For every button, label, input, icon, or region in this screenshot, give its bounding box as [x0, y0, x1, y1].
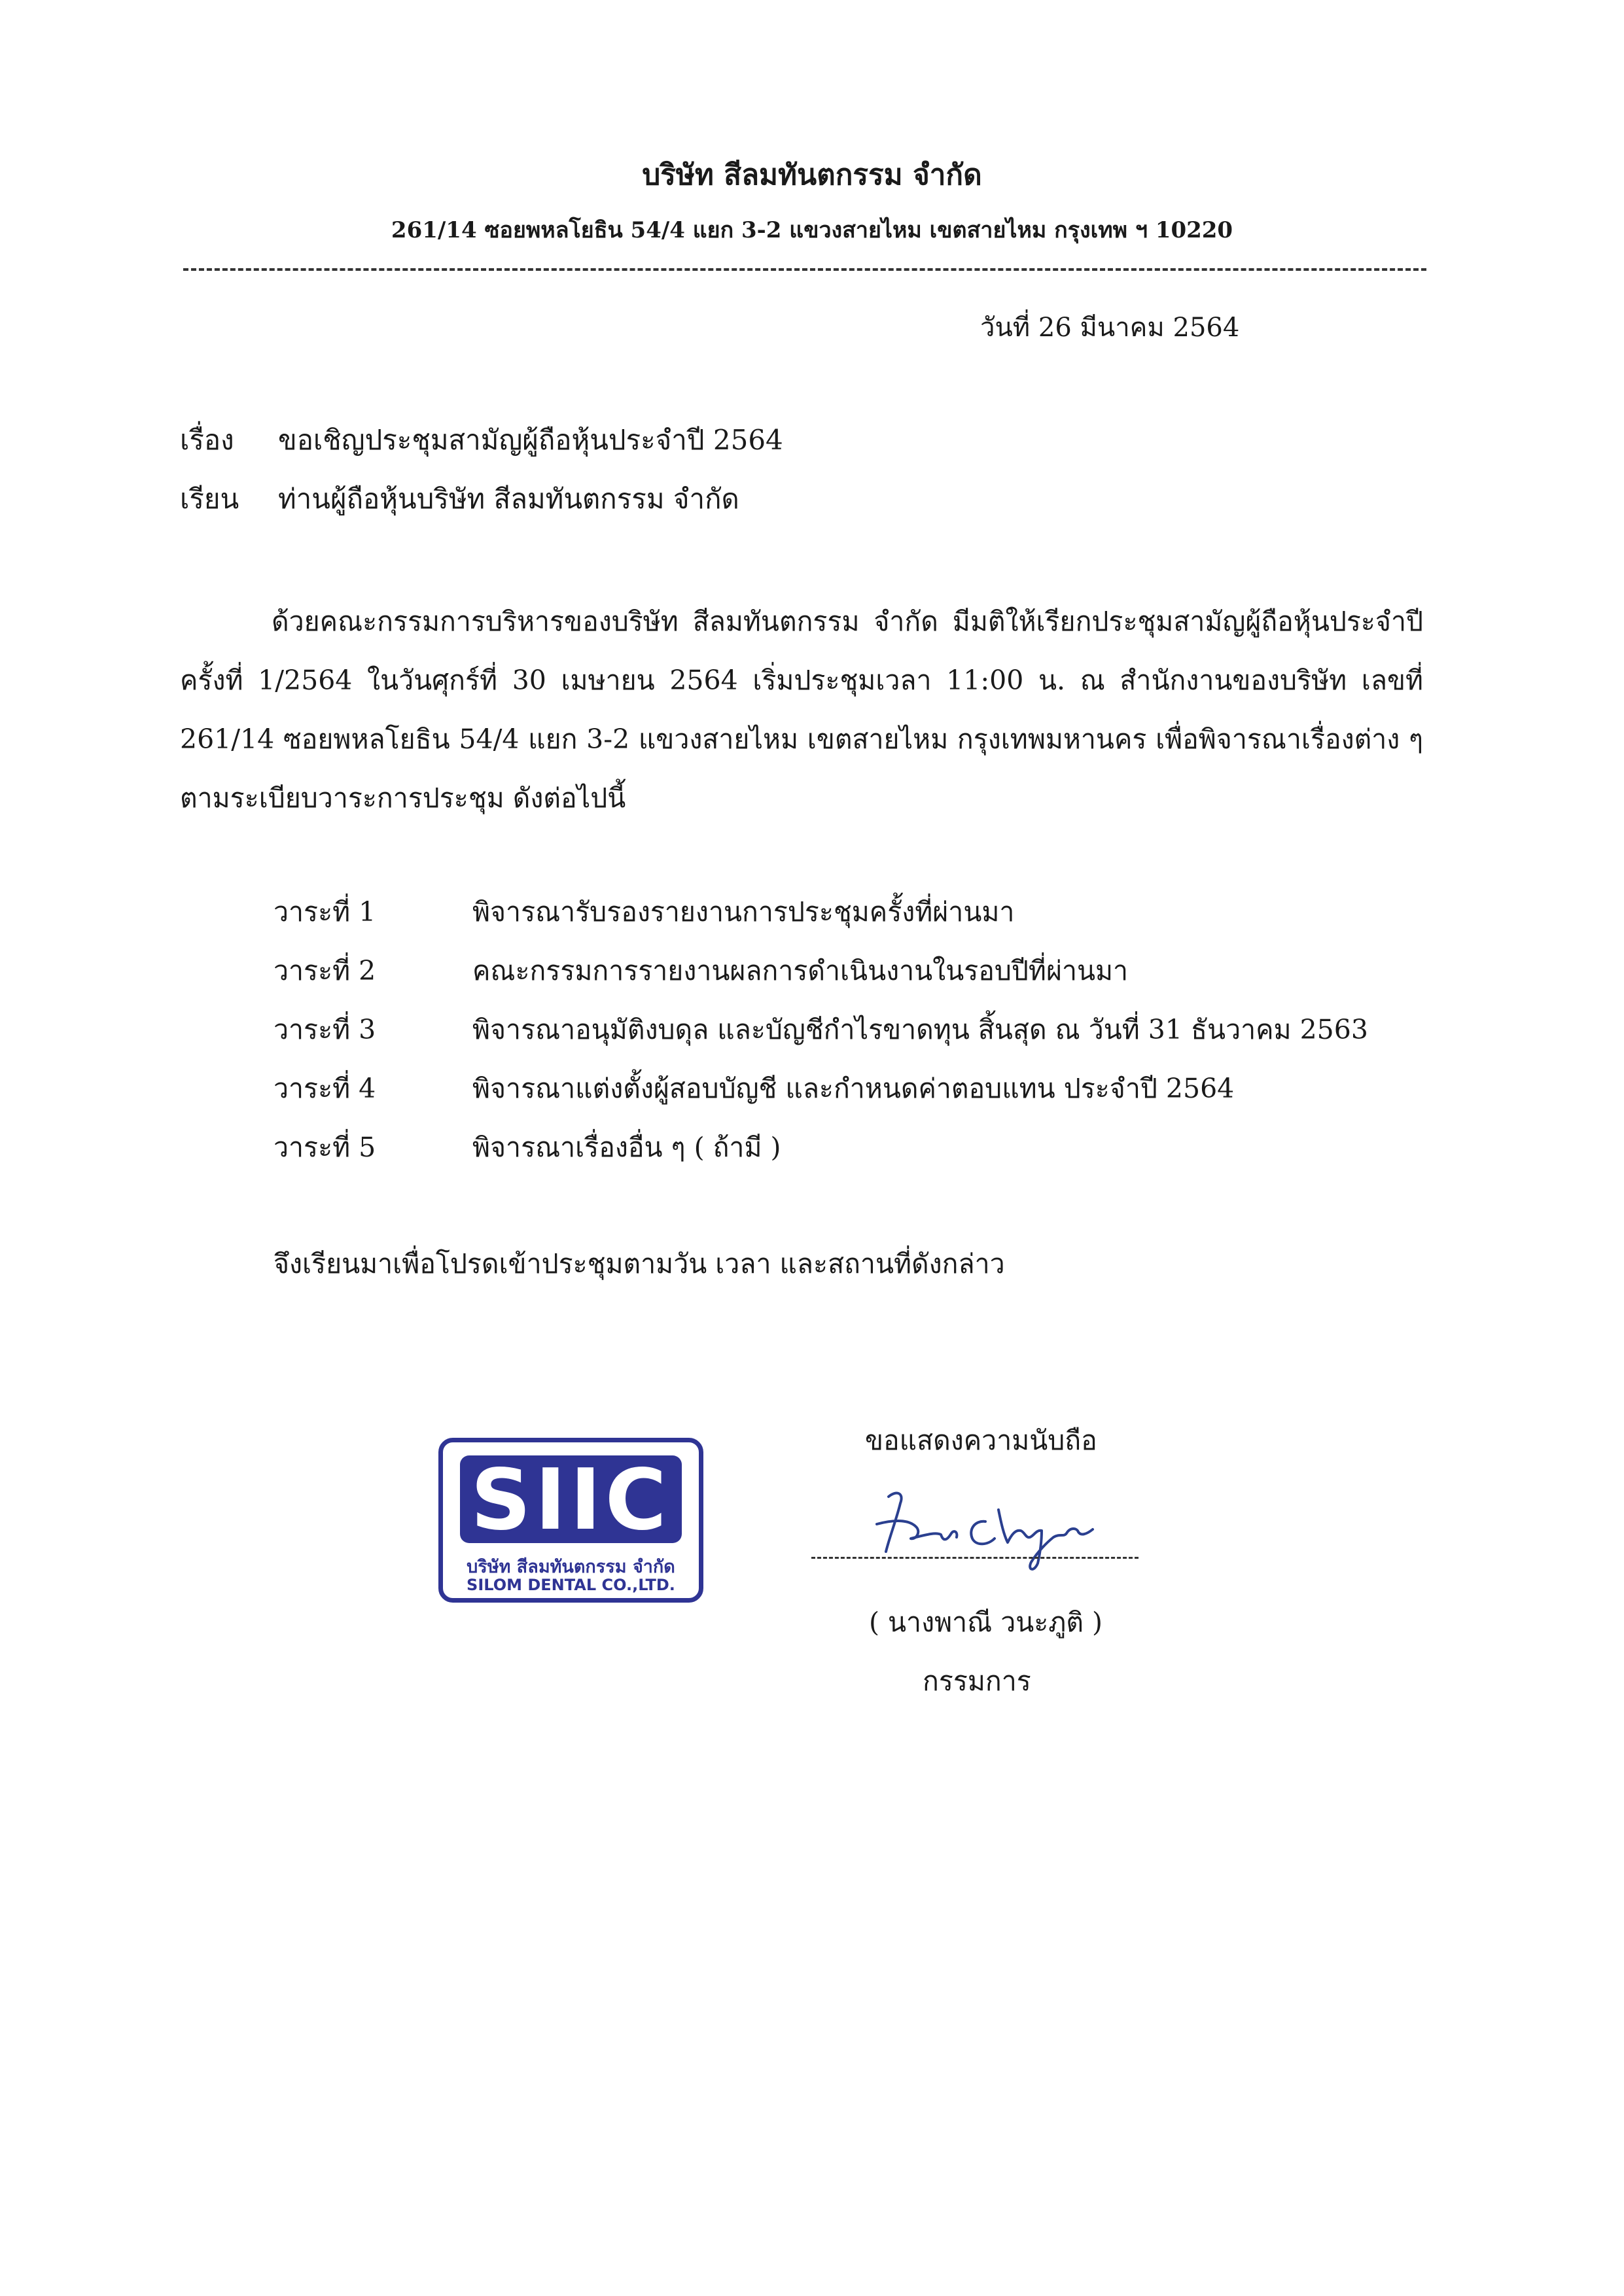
- complimentary-close: ขอแสดงความนับถือ: [865, 1425, 1097, 1456]
- stamp-logo-image: [443, 1442, 699, 1547]
- company-address: 261/14 ซอยพหลโยธิน 54/4 แยก 3-2 แขวงสายไหม เขตสายไหม กรุงเทพ ฯ 10220: [391, 217, 1233, 243]
- subject-label: เรื่อง: [180, 424, 234, 456]
- letter-date: วันที่ 26 มีนาคม 2564: [980, 313, 1240, 343]
- agenda-item-text: พิจารณาอนุมัติงบดุล และบัญชีกำไรขาดทุน สิ้นสุด ณ วันที่ 31 ธันวาคม 2563: [472, 1014, 1368, 1045]
- agenda-item-text: พิจารณาเรื่องอื่น ๆ ( ถ้ามี ): [472, 1132, 781, 1163]
- handwritten-signature: [870, 1484, 1119, 1582]
- agenda-item-label: วาระที่ 1: [274, 896, 376, 928]
- closing-sentence: จึงเรียนมาเพื่อโปรดเข้าประชุมตามวัน เวลา และสถานที่ดังกล่าว: [274, 1248, 1005, 1279]
- recipient-text: ท่านผู้ถือหุ้นบริษัท สีลมทันตกรรม จำกัด: [278, 483, 739, 515]
- recipient-label: เรียน: [180, 483, 239, 515]
- stamp-english-name: SILOM DENTAL CO.,LTD.: [467, 1576, 675, 1594]
- company-stamp: [438, 1438, 703, 1603]
- signatory-position: กรรมการ: [923, 1665, 1031, 1697]
- body-paragraph: ด้วยคณะกรรมการบริหารของบริษัท สีลมทันตกรรม จำกัด มีมติให้เรียกประชุมสามัญผู้ถือหุ้นประจำปี ครั้งที่ 1/2564 ในวันศุกร์ที่ 30 เมษายน 2564 เริ่มประชุมเวลา 11:00 น. ณ สำนักงานของบริษัท เลขที่ 261/14 ซอยพหลโยธิน 54/4 แยก 3-2 แขวงสายไหม เขตสายไหม กรุงเทพมหานคร เพื่อพิจารณาเรื่องต่าง ๆ ตามระเบียบวาระการประชุม ดังต่อไปนี้: [180, 606, 1423, 814]
- agenda-item-label: วาระที่ 5: [274, 1132, 376, 1163]
- signature-line: [811, 1557, 1139, 1559]
- agenda-item-label: วาระที่ 4: [274, 1073, 376, 1104]
- signatory-name: ( นางพาณี วนะภูติ ): [869, 1607, 1103, 1638]
- agenda-item-label: วาระที่ 2: [274, 955, 376, 986]
- agenda-item-text: พิจารณารับรองรายงานการประชุมครั้งที่ผ่านมา: [472, 896, 1015, 928]
- agenda-item-label: วาระที่ 3: [274, 1014, 376, 1045]
- stamp-thai-name: บริษัท สีลมทันตกรรม จำกัด: [467, 1557, 675, 1577]
- subject-text: ขอเชิญประชุมสามัญผู้ถือหุ้นประจำปี 2564: [278, 424, 783, 456]
- header-divider: [183, 268, 1426, 271]
- agenda-item-text: พิจารณาแต่งตั้งผู้สอบบัญชี และกำหนดค่าตอบแทน ประจำปี 2564: [472, 1073, 1235, 1104]
- agenda-item-text: คณะกรรมการรายงานผลการดำเนินงานในรอบปีที่ผ่านมา: [472, 955, 1129, 986]
- company-name: บริษัท สีลมทันตกรรม จำกัด: [642, 158, 982, 192]
- stamp-logo-text: SIIC: [470, 1452, 671, 1547]
